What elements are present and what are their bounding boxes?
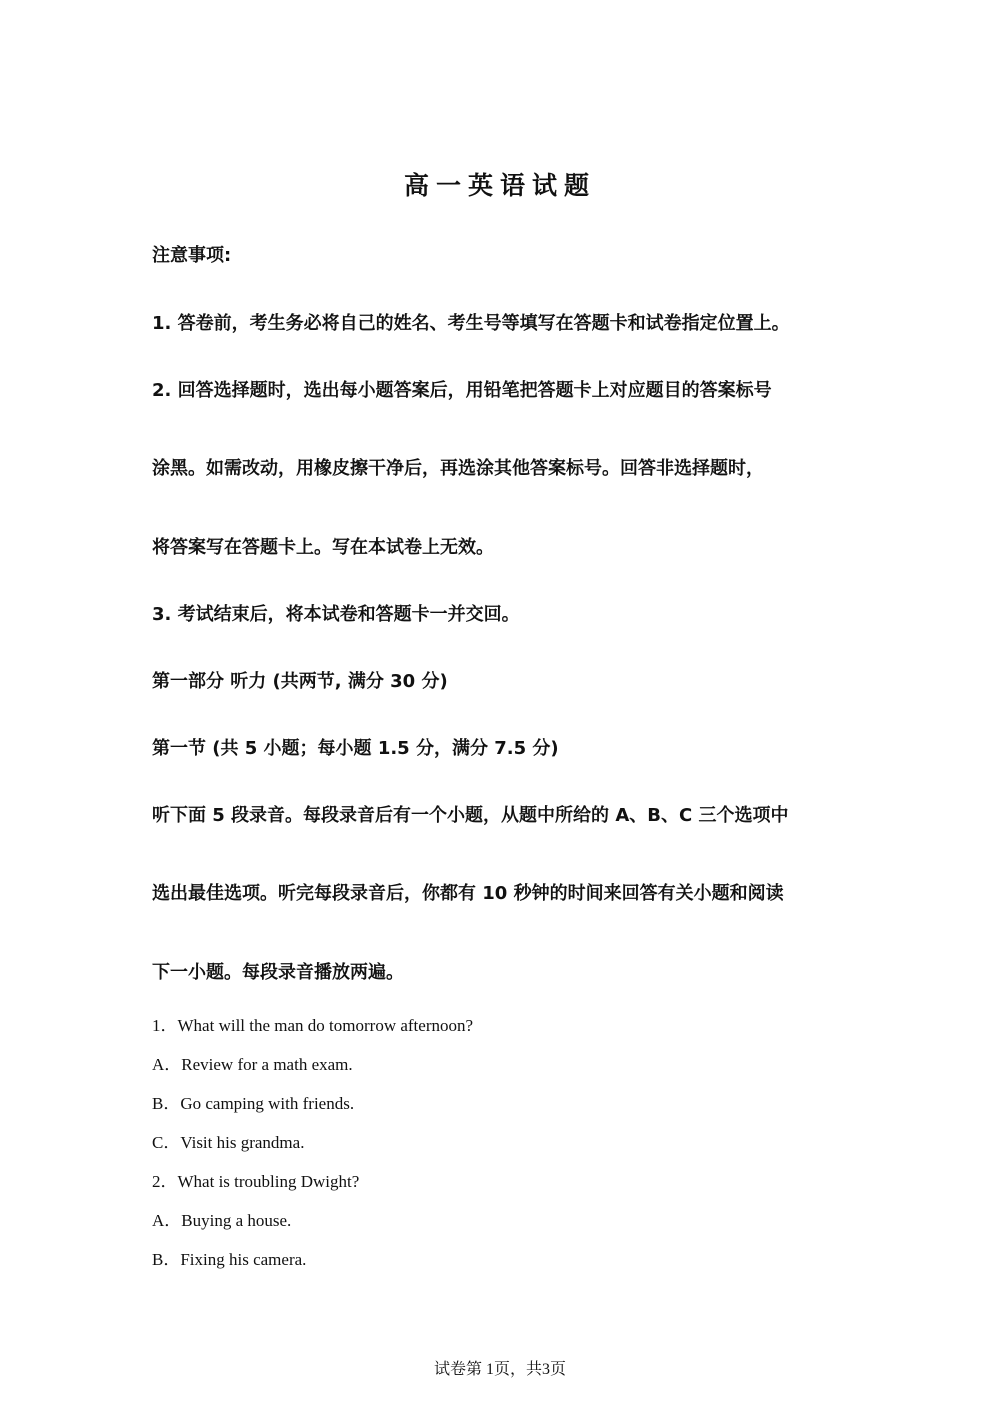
instruction-line-1: 听下面 5 段录音。每段录音后有一个小题，从题中所给的 A、B、C 三个选项中 <box>152 805 789 826</box>
question-2-option-a: A．Buying a house. <box>152 1211 292 1230</box>
question-1-option-b: B．Go camping with friends. <box>152 1094 355 1113</box>
notice-heading: 注意事项: <box>152 245 232 266</box>
instruction-line-2: 选出最佳选项。听完每段录音后，你都有 10 秒钟的时间来回答有关小题和阅读 <box>152 883 784 904</box>
section1-heading: 第一节 (共 5 小题；每小题 1.5 分，满分 7.5 分) <box>152 738 559 759</box>
instruction-line-3: 下一小题。每段录音播放两遍。 <box>152 962 404 983</box>
notice-item-2-line-2: 涂黑。如需改动，用橡皮擦干净后，再选涂其他答案标号。回答非选择题时， <box>152 458 764 479</box>
notice-item-3: 3. 考试结束后，将本试卷和答题卡一并交回。 <box>152 604 520 625</box>
page-title: 高一英语试题 <box>403 171 596 200</box>
notice-item-2-line-1: 2. 回答选择题时，选出每小题答案后，用铅笔把答题卡上对应题目的答案标号 <box>152 380 772 401</box>
question-1-stem: 1．What will the man do tomorrow afternoon? <box>152 1016 474 1035</box>
question-2-stem: 2．What is troubling Dwight? <box>152 1172 360 1191</box>
question-1-option-a: A．Review for a math exam. <box>152 1055 353 1074</box>
part1-heading: 第一部分 听力 (共两节, 满分 30 分) <box>152 671 448 692</box>
question-1-option-c: C．Visit his grandma. <box>152 1133 305 1152</box>
page-footer: 试卷第 1页，共3页 <box>433 1361 566 1378</box>
question-2-option-b: B．Fixing his camera. <box>152 1250 307 1269</box>
notice-item-1: 1. 答卷前，考生务必将自己的姓名、考生号等填写在答题卡和试卷指定位置上。 <box>152 313 790 334</box>
notice-item-2-line-3: 将答案写在答题卡上。写在本试卷上无效。 <box>152 537 494 558</box>
